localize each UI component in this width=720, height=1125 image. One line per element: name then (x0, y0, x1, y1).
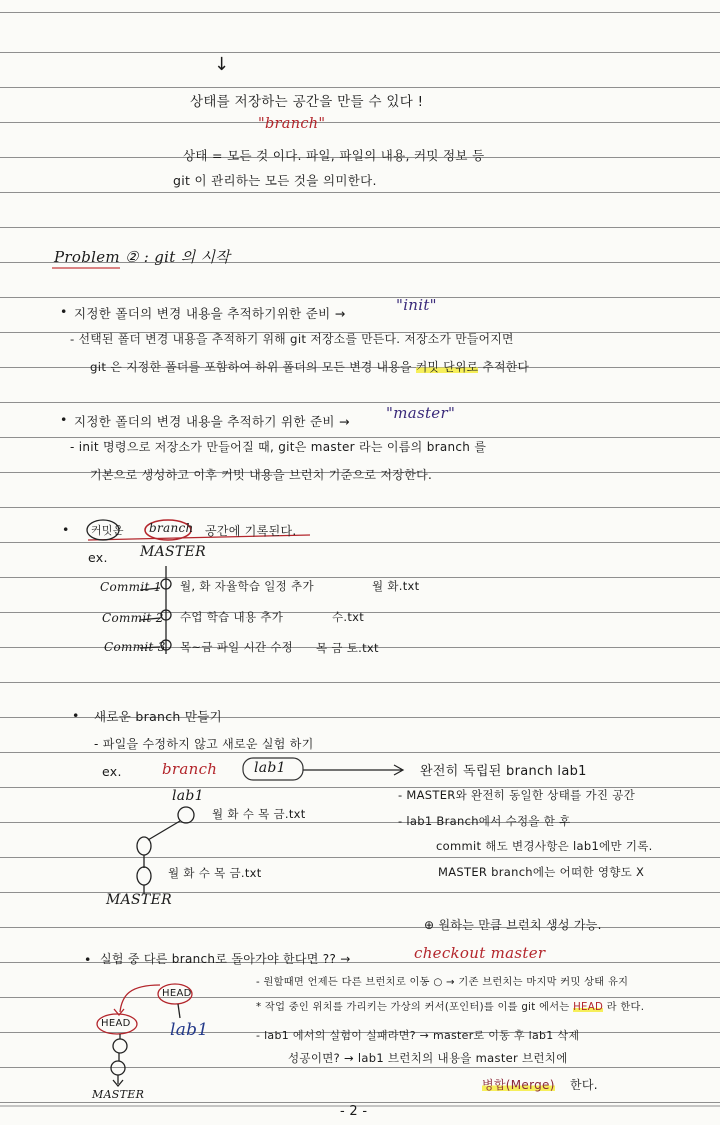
section5-bullet: • (84, 952, 92, 967)
commit3-label: Commit 3 (104, 640, 166, 654)
section4-note3: commit 해도 변경사항은 lab1에만 기록. (436, 839, 653, 853)
commit3-files: 목 금 토.txt (316, 641, 379, 655)
commit2-label: Commit 2 (102, 611, 164, 625)
section4-cmd: branch (162, 760, 218, 778)
page-number: - 2 - (340, 1104, 368, 1119)
head-highlight: HEAD (573, 1002, 604, 1013)
section2-text: 지정한 폴더의 변경 내용을 추적하기 위한 준비 → (74, 414, 350, 429)
section2-sub1: - init 명령으로 저장소가 만들어질 때, git은 master 라는 이름의 branch 를 (70, 440, 487, 454)
top-line1: 상태를 저장하는 공간을 만들 수 있다 ! (190, 94, 424, 110)
commit3-desc: 목~금 파일 시간 수정 (180, 640, 294, 654)
section4-bullet: • (72, 708, 80, 723)
section5-text: 실험 중 다른 branch로 돌아가야 한다면 ?? → (100, 952, 351, 966)
commit1-files: 월 화.txt (372, 579, 420, 593)
commit1-desc: 월, 화 자율학습 일정 추가 (180, 579, 314, 593)
section4-sub1: - 파일을 수정하지 않고 새로운 실험 하기 (94, 737, 314, 751)
section3-circled-commit: 커밋은 (91, 524, 124, 537)
section1-sub1: - 선택된 폴더 변경 내용을 추적하기 위해 git 저장소를 만든다. 저장소가 만들어지면 (70, 332, 514, 346)
section4-note1: - MASTER와 완전히 동일한 상태를 가진 공간 (398, 788, 636, 802)
section1-keyword: "init" (396, 296, 437, 314)
section5-keyword: checkout master (414, 944, 546, 962)
merge-highlight: 병합(Merge) (482, 1078, 555, 1092)
top-line3: git 이 관리하는 모든 것을 의미한다. (173, 173, 377, 188)
section5-line2: * 작업 중인 위치를 가리키는 가상의 커서(포인터)를 이를 git 에서는 HEAD 라 한다. (256, 1002, 645, 1013)
top-branch-keyword: "branch" (258, 116, 326, 132)
commit1-label: Commit 1 (100, 580, 162, 594)
section3-rest: 공간에 기록된다. (205, 524, 297, 538)
section3-circled-branch: branch (149, 521, 194, 535)
master-diagram-files: 월 화 수 목 금.txt (168, 866, 262, 880)
section2-keyword: "master" (386, 404, 456, 422)
commit2-desc: 수업 학습 내용 추가 (180, 610, 284, 624)
section5-line1: - 원할때면 언제든 다른 브런치로 이동 ○ → 기존 브런치는 마지막 커밋 상태 유지 (256, 977, 629, 988)
section3-bullet: • (62, 522, 70, 537)
section5-line3: - lab1 에서의 실험이 실패라면? → master로 이동 후 lab1 삭제 (256, 1029, 580, 1042)
section4-cmd-arg: lab1 (254, 760, 286, 776)
section4-text: 새로운 branch 만들기 (94, 709, 223, 724)
section4-note4: MASTER branch에는 어떠한 영향도 X (438, 865, 645, 879)
section5-line5: 한다. (570, 1078, 598, 1092)
section5-line4: 성공이면? → lab1 브런치의 내용을 master 브런치에 (288, 1051, 568, 1065)
section1-sub2: git 은 지정한 폴더를 포함하여 하위 폴더의 모든 변경 내용을 커밋 단위로 추적한다 (90, 360, 530, 374)
section4-plus-note: ⊕ 원하는 만큼 브런치 생성 가능. (424, 918, 602, 932)
section2-bullet: • (60, 412, 68, 427)
section1-bullet: • (60, 304, 68, 319)
section4-arrow-text: 완전히 독립된 branch lab1 (420, 764, 587, 779)
highlight-commit-unit: 커밋 단위로 (415, 360, 479, 374)
section2-sub2: 기본으로 생성하고 이후 커밋 내용을 브런치 기준으로 저장한다. (90, 468, 433, 482)
lab1-arrow (303, 765, 403, 775)
commit2-files: 수.txt (332, 610, 365, 624)
problem-heading: Problem ② : git 의 시작 (54, 248, 231, 266)
top-line2: 상태 = 모든 것 이다. 파일, 파일의 내용, 커밋 정보 등 (183, 148, 485, 163)
section4-ex: ex. (102, 764, 122, 779)
head-diagram-label1: HEAD (162, 988, 192, 999)
section1-text: 지정한 폴더의 변경 내용을 추적하기위한 준비 → (74, 306, 346, 321)
lab1-diagram-files: 월 화 수 목 금.txt (212, 807, 306, 821)
section3-ex: ex. (88, 550, 108, 565)
down-arrow-icon: ↓ (214, 54, 230, 75)
head-diagram-lab1: lab1 (170, 1020, 209, 1040)
head-diagram-master: MASTER (92, 1088, 145, 1101)
head-diagram-label2: HEAD (101, 1018, 131, 1029)
section4-note2: - lab1 Branch에서 수정을 한 후 (398, 814, 571, 828)
lab1-diagram-label: lab1 (172, 788, 204, 804)
master-diagram-label: MASTER (106, 892, 172, 908)
section3-master-label: MASTER (140, 544, 206, 560)
